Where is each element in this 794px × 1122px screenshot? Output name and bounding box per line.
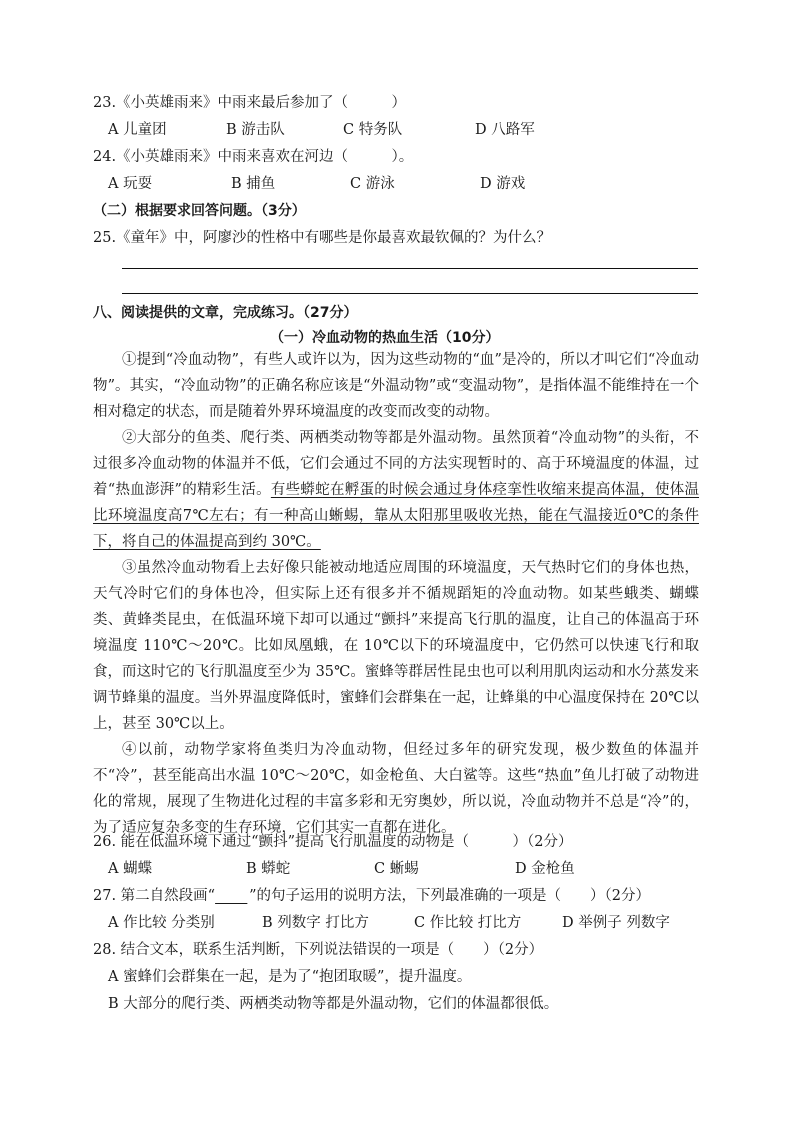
q24-option-a: A 玩耍	[108, 176, 153, 192]
q27-underline-blank	[215, 886, 249, 906]
q28-option-b: B 大部分的爬行类、两栖类动物等都是外温动物，它们的体温都很低。	[108, 996, 559, 1012]
article-paragraph-1: ①提到“冷血动物”，有些人或许以为，因为这些动物的“血”是冷的，所以才叫它们“冷血动物”。其实，“冷血动物”的正确名称应该是“外温动物”或“变温动物”，是指体温不能维持在一个相对稳定的状态，而是随着外界环境温度的改变而改变的动物。	[93, 352, 699, 420]
q24-option-b: B 捕鱼	[231, 176, 276, 192]
q24-question: 24.《小英雄雨来》中雨来喜欢在河边（ ）。	[93, 149, 414, 165]
article-paragraph-3: ③虽然冷血动物看上去好像只能被动地适应周围的环境温度，天气热时它们的身体也热，天气冷时它们的身体也冷，但实际上还有很多并不循规蹈矩的冷血动物。如某些蛾类、蝴蝶类、黄蜂类昆虫，在低温环境下却可以通过“颤抖”来提高飞行肌的温度，让自己的体温高于环境温度 110℃～20℃。比如凤凰蛾，在 10℃以下的环境温度中，它仍然可以快速飞行和取食，而这时它的飞行肌温度至少为 35℃。蜜蜂等群居性昆虫也可以利用肌肉运动和水分蒸发来调节蜂巢的温度。当外界温度降低时，蜜蜂们会群集在一起，让蜂巢的中心温度保持在 20℃以上，甚至 30℃以上。	[93, 560, 699, 732]
q27-option-c: C 作比较 打比方	[414, 915, 522, 931]
article-body	[93, 347, 699, 841]
q24-option-c: C 游泳	[350, 176, 395, 192]
q27-option-d: D 举例子 列数字	[562, 915, 670, 931]
q27-option-b: B 列数字 打比方	[262, 915, 369, 931]
q25-answer-line-2	[122, 293, 698, 294]
section-two-heading: （二）根据要求回答问题。（3分）	[93, 203, 306, 219]
q27-option-a: A 作比较 分类别	[108, 915, 215, 931]
q26-option-a: A 蝴蝶	[108, 861, 153, 877]
q27-question-start: 27. 第二自然段画“	[93, 888, 216, 904]
section-eight-heading: 八、阅读提供的文章，完成练习。（27分）	[93, 305, 358, 321]
q26-option-b: B 蟒蛇	[246, 861, 291, 877]
q25-question: 25.《童年》中，阿廖沙的性格中有哪些是你最喜欢最钦佩的？为什么？	[93, 230, 552, 246]
q26-option-d: D 金枪鱼	[515, 861, 575, 877]
q26-question: 26. 能在低温环境下通过“颤抖”提高飞行肌温度的动物是（ ）（2分）	[93, 834, 573, 850]
q28-question: 28. 结合文本，联系生活判断，下列说法错误的一项是（ ）（2分）	[93, 942, 544, 958]
article-title: （一）冷血动物的热血生活（10分）	[270, 330, 500, 346]
q27-question	[93, 886, 650, 906]
article-paragraph-4: ④以前，动物学家将鱼类归为冷血动物，但经过多年的研究发现，极少数鱼的体温并不“冷”，甚至能高出水温 10℃～20℃，如金枪鱼、大白鲨等。这些“热血”鱼儿打破了动物进化的常规，展现了生物进化过程的丰富多彩和无穷奥妙，所以说，冷血动物并不总是“冷”的，为了适应复杂多变的生存环境，它们其实一直都在进化。	[93, 742, 699, 836]
q25-answer-line-1	[122, 268, 698, 269]
q28-option-a: A 蜜蜂们会群集在一起，是为了“抱团取暖”，提升温度。	[108, 969, 472, 985]
q23-option-b: B 游击队	[226, 122, 285, 138]
article-paragraph-2	[93, 425, 699, 555]
q23-option-a: A 儿童团	[108, 122, 167, 138]
q24-option-d: D 游戏	[480, 176, 526, 192]
q27-question-end: ”的句子运用的说明方法，下列最准确的一项是（ ）（2分）	[249, 888, 650, 904]
q26-option-c: C 蜥蜴	[374, 861, 419, 877]
paragraph-2-text: ②大部分的鱼类、爬行类、两栖类动物等都是外温动物。虽然顶着“冷血动物”的头衔，不过很多冷血动物的体温并不低，它们会通过不同的方法实现暂时的、高于环境温度的体温，过着“热血澎湃”的精彩生活。	[93, 430, 699, 498]
paragraph-2-underlined-sentence: 有些蟒蛇在孵蛋的时候会通过身体痉挛性收缩来提高体温，使体温比环境温度高7℃左右；有一种高山蜥蜴，靠从太阳那里吸收光热，能在气温接近0℃的条件下，将自己的体温提高到约 30℃。	[93, 482, 700, 550]
q23-option-d: D 八路军	[475, 122, 535, 138]
q23-question: 23.《小英雄雨来》中雨来最后参加了（ ）	[93, 95, 407, 111]
q23-option-c: C 特务队	[343, 122, 403, 138]
